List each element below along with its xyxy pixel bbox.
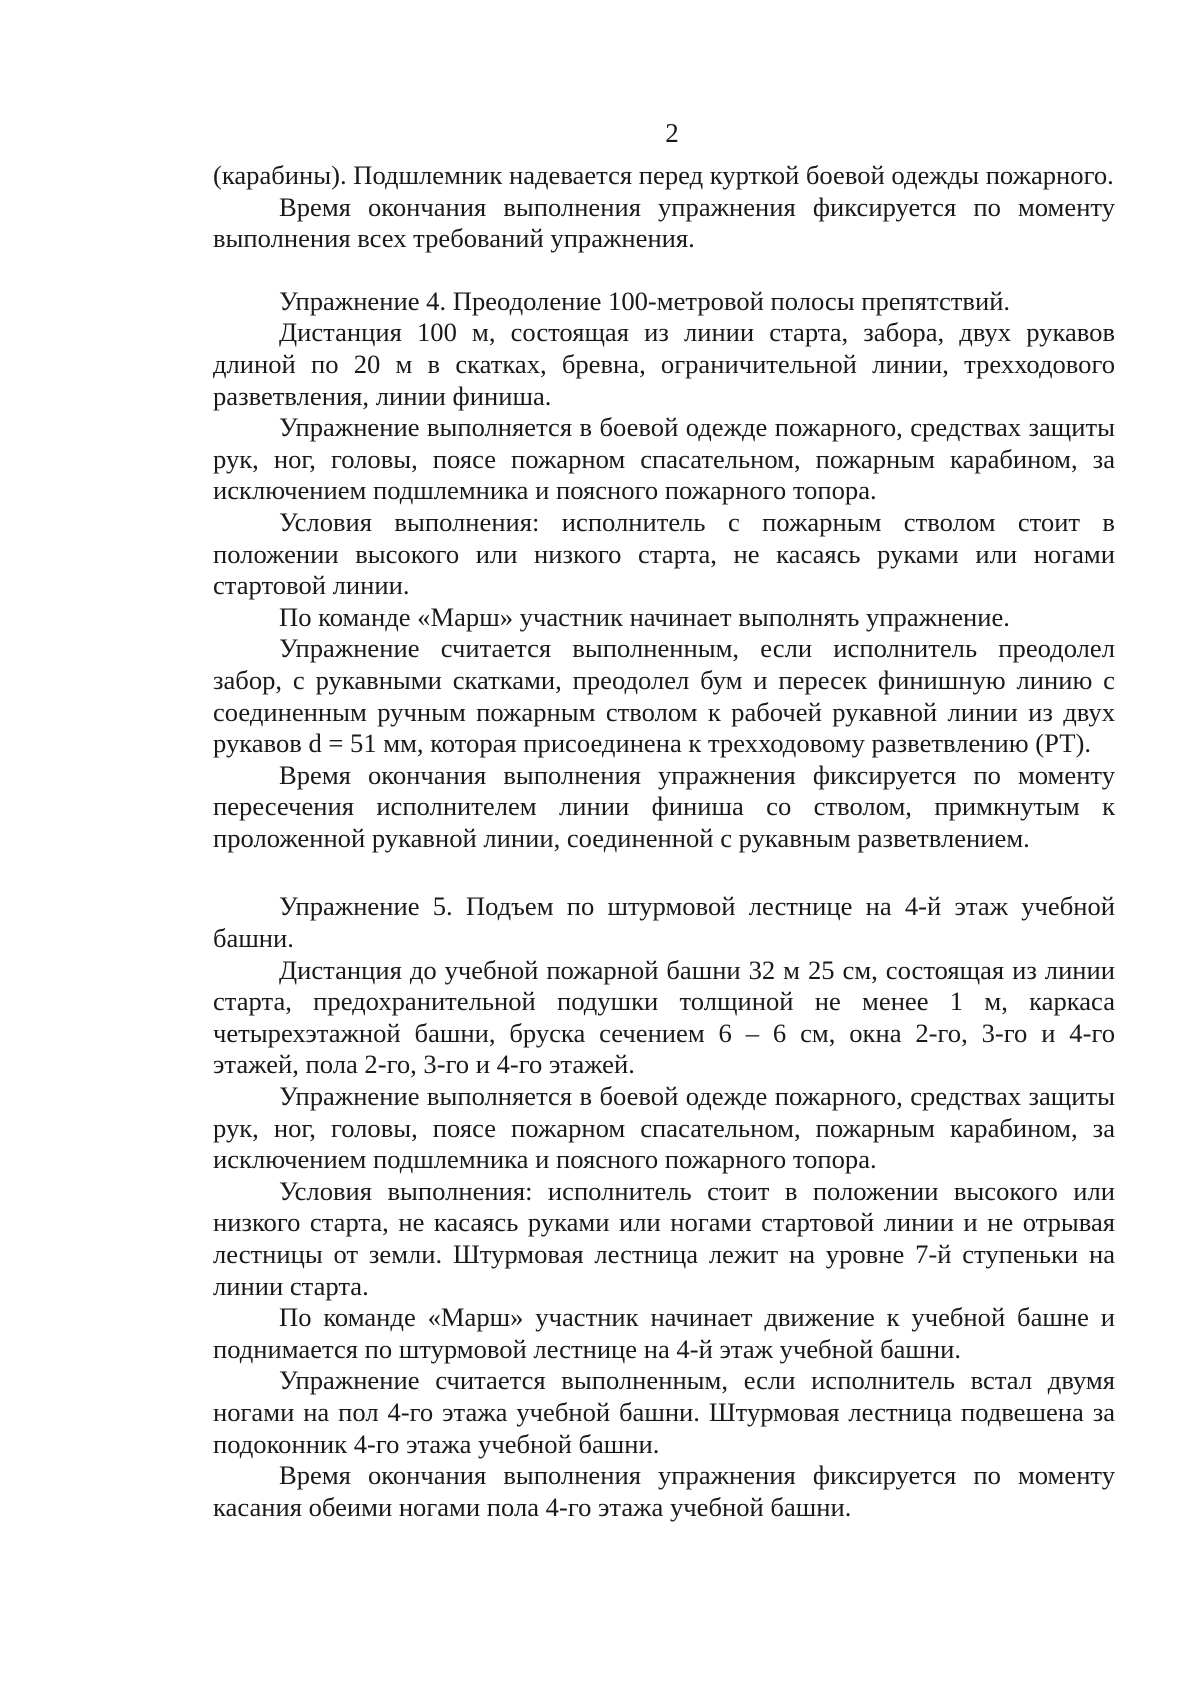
paragraph: Дистанция 100 м, состоящая из линии старта, забора, двух рукавов длиной по 20 м в скатках, бревна, ограничительной линии, трехходового разветвления, линии финиша. [213, 317, 1115, 411]
paragraph: Время окончания выполнения упражнения фиксируется по моменту касания обеими ногами пола 4-го этажа учебной башни. [213, 1460, 1115, 1522]
exercise-4-heading: Упражнение 4. Преодоление 100-метровой полосы препятствий. [279, 285, 1011, 316]
paragraph: Дистанция до учебной пожарной башни 32 м 25 см, состоящая из линии старта, предохранительной подушки толщиной не менее 1 м, каркаса четырехэтажной башни, бруска сечением 6 – 6 см, окна 2-го, 3-го и 4-го этажей, пола 2-го, 3-го и 4-го этажей. [213, 954, 1115, 1080]
paragraph: По команде «Марш» участник начинает выполнять упражнение. [279, 601, 1010, 632]
paragraph: Условия выполнения: исполнитель с пожарным стволом стоит в положении высокого или низкого старта, не касаясь руками или ногами стартовой линии. [213, 506, 1115, 601]
paragraph: Упражнение выполняется в боевой одежде пожарного, средствах защиты рук, ног, головы, поясе пожарном спасательном, пожарным карабином, за исключением подшлемника и поясного пожарного топора. [213, 1081, 1115, 1175]
paragraph: Упражнение считается выполненным, если исполнитель преодолел забор, с рукавными скатками, преодолел бум и пересек финишную линию с соединенным ручным пожарным стволом к рабочей рукавной линии из двух рукавов d = 51 мм, которая присоединена к трехходовому разветвлению (РТ). [213, 633, 1115, 759]
exercise-5-heading: Упражнение 5. Подъем по штурмовой лестнице на 4-й этаж учебной башни. [213, 891, 1115, 954]
page-number: 2 [665, 118, 679, 148]
paragraph: Упражнение выполняется в боевой одежде пожарного, средствах защиты рук, ног, головы, поясе пожарном спасательном, пожарным карабином, за исключением подшлемника и поясного пожарного топора. [213, 412, 1115, 506]
paragraph: Время окончания выполнения упражнения фиксируется по моменту пересечения исполнителем линии финиша со стволом, примкнутым к проложенной рукавной линии, соединенной с рукавным разветвлением. [213, 759, 1115, 853]
paragraph: Условия выполнения: исполнитель стоит в положении высокого или низкого старта, не касаясь руками или ногами стартовой линии и не отрывая лестницы от земли. Штурмовая лестница лежит на уровне 7-й ступеньки на линии старта. [213, 1175, 1115, 1301]
paragraph: Упражнение считается выполненным, если исполнитель встал двумя ногами на пол 4-го этажа учебной башни. Штурмовая лестница подвешена за подоконник 4-го этажа учебной башни. [213, 1365, 1115, 1459]
document-body [213, 160, 1115, 1523]
paragraph: Время окончания выполнения упражнения фиксируется по моменту выполнения всех требований упражнения. [213, 191, 1115, 254]
paragraph: По команде «Марш» участник начинает движение к учебной башне и поднимается по штурмовой лестнице на 4-й этаж учебной башни. [213, 1302, 1115, 1364]
paragraph: (карабины). Подшлемник надевается перед курткой боевой одежды пожарного. [213, 160, 1114, 190]
